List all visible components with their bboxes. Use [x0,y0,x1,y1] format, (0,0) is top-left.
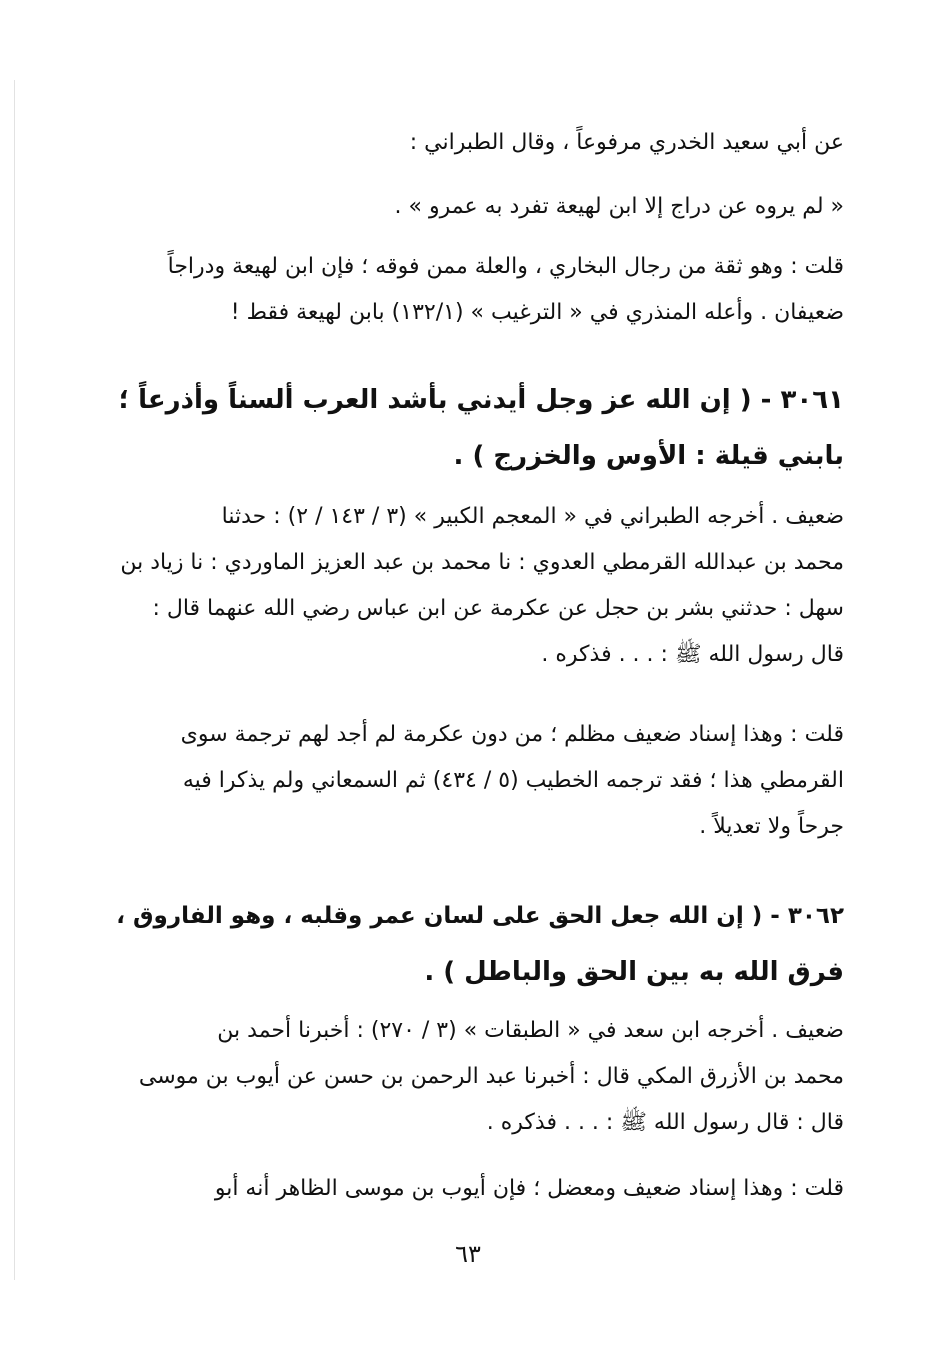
text-line: قال : قال رسول الله ﷺ : . . . فذكره . [486,1110,844,1135]
text-line: سهل : حدثني بشر بن حجل عن عكرمة عن ابن عباس رضي الله عنهما قال : [152,596,844,621]
heading-line: ٣٠٦٢ - ( إن الله جعل الحق على لسان عمر وقلبه ، وهو الفاروق ، [116,903,844,929]
heading-line: فرق الله به بين الحق والباطل ) . [424,957,844,987]
text-line: قلت : وهو ثقة من رجال البخاري ، والعلة ممن فوقه ؛ فإن ابن لهيعة ودراجاً [167,254,844,279]
paragraph-3 [108,244,844,336]
text-line: محمد بن عبدالله القرمطي العدوي : نا محمد بن عبد العزيز الماوردي : نا زياد بن [120,550,844,575]
paragraph-takhrij-3062 [108,1008,844,1146]
hadith-heading-3061 [108,372,844,484]
text-line: عن أبي سعيد الخدري مرفوعاً ، وقال الطبراني : [409,130,844,155]
paragraph-comment-3062 [108,1166,844,1212]
text-line: قال رسول الله ﷺ : . . . فذكره . [541,642,844,667]
page-number: ٦٣ [455,1240,481,1268]
heading-line: بابني قيلة : الأوس والخزرج ) . [453,441,844,471]
text-line: قلت : وهذا إسناد ضعيف ومعضل ؛ فإن أيوب بن موسى الظاهر أنه أبو [214,1176,844,1201]
text-line: القرمطي هذا ؛ فقد ترجمه الخطيب (٥ / ٤٣٤) ثم السمعاني ولم يذكرا فيه [182,768,844,793]
hadith-heading-3062 [108,888,844,1000]
text-line: جرحاً ولا تعديلاً . [699,814,844,839]
text-line: ضعيفان . وأعله المنذري في « الترغيب » (١٣٢/١) بابن لهيعة فقط ! [230,300,844,325]
text-line: محمد بن الأزرق المكي قال : أخبرنا عبد الرحمن بن حسن عن أيوب بن موسى [138,1064,844,1089]
page-edge-line [14,80,15,1280]
text-line: « لم يروه عن دراج إلا ابن لهيعة تفرد به عمرو » . [394,194,844,219]
text-line: ضعيف . أخرجه الطبراني في « المعجم الكبير » (٣ / ١٤٣ / ٢) : حدثنا [221,504,844,529]
paragraph-1 [108,120,844,166]
paragraph-takhrij-3061 [108,494,844,678]
text-line: قلت : وهذا إسناد ضعيف مظلم ؛ من دون عكرمة لم أجد لهم ترجمة سوى [180,722,844,747]
text-line: ضعيف . أخرجه ابن سعد في « الطبقات » (٣ / ٢٧٠) : أخبرنا أحمد بن [217,1018,844,1043]
paragraph-comment-3061 [108,712,844,850]
paragraph-2 [108,184,844,230]
heading-line: ٣٠٦١ - ( إن الله عز وجل أيدني بأشد العرب ألسناً وأذرعاً ؛ [118,385,844,415]
